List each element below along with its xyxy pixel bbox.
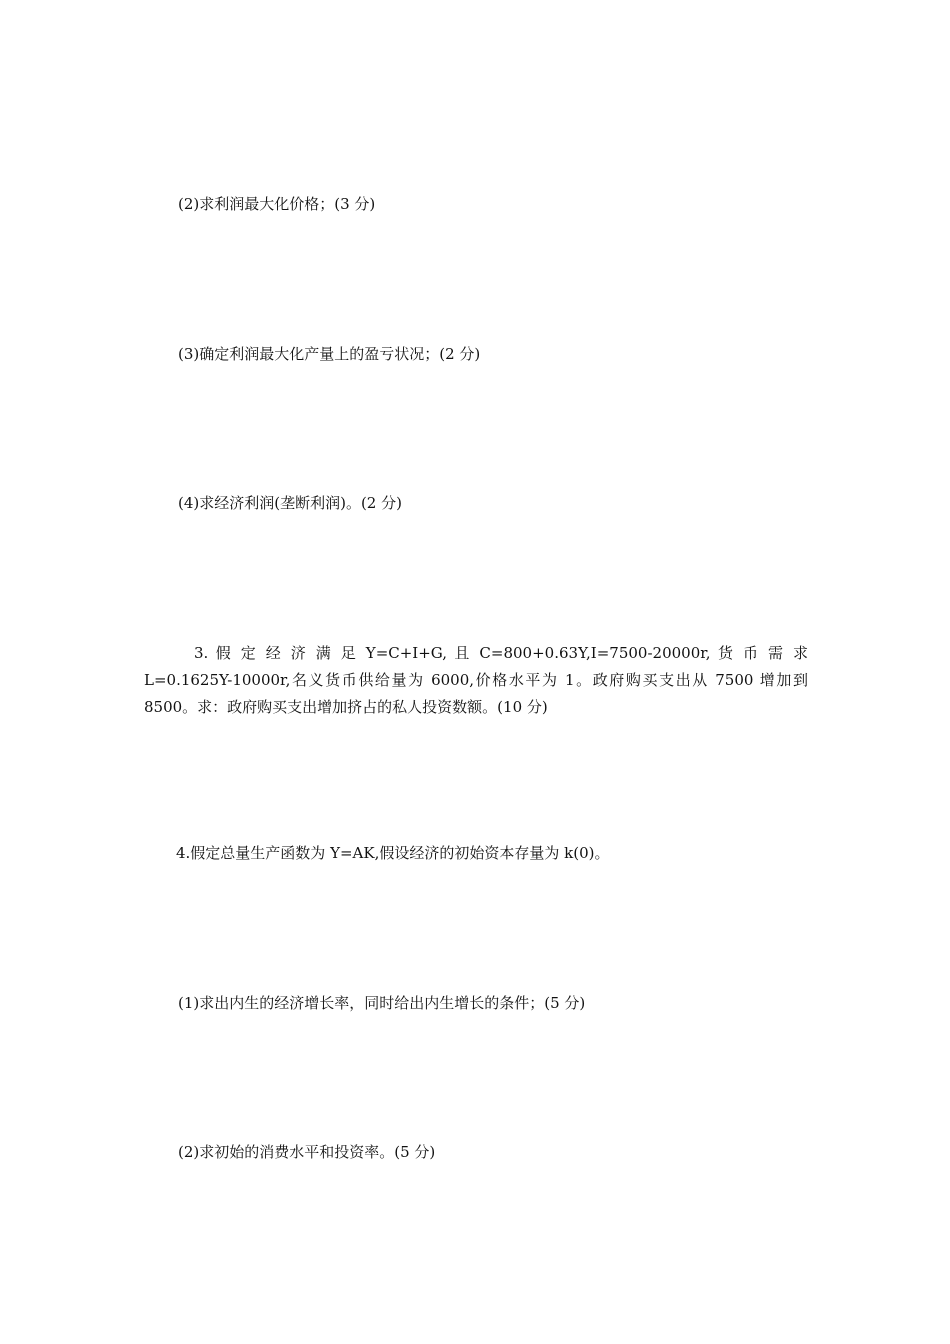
question-4-part-1: (1)求出内生的经济增长率，同时给出内生增长的条件；(5 分) bbox=[178, 994, 586, 1012]
question-3-line-2: L=0.1625Y-10000r,名义货币供给量为 6000,价格水平为 1。政府购买支出从 7500 增加到 bbox=[144, 671, 808, 689]
question-3-line-3: 8500。求：政府购买支出增加挤占的私人投资数额。(10 分) bbox=[144, 698, 548, 716]
question-4-part-2: (2)求初始的消费水平和投资率。(5 分) bbox=[178, 1143, 436, 1161]
question-2-part-2: (2)求利润最大化价格；(3 分) bbox=[178, 195, 376, 213]
question-2-part-4: (4)求经济利润(垄断利润)。(2 分) bbox=[178, 494, 402, 512]
question-3-line-1: 3. 假 定 经 济 满 足 Y=C+I+G, 且 C=800+0.63Y,I=7500-20000r, 货 币 需 求 bbox=[194, 644, 808, 662]
question-2-part-3: (3)确定利润最大化产量上的盈亏状况；(2 分) bbox=[178, 345, 481, 363]
question-4-stem: 4.假定总量生产函数为 Y=AK,假设经济的初始资本存量为 k(0)。 bbox=[176, 844, 610, 862]
question-3-paragraph bbox=[144, 640, 808, 721]
